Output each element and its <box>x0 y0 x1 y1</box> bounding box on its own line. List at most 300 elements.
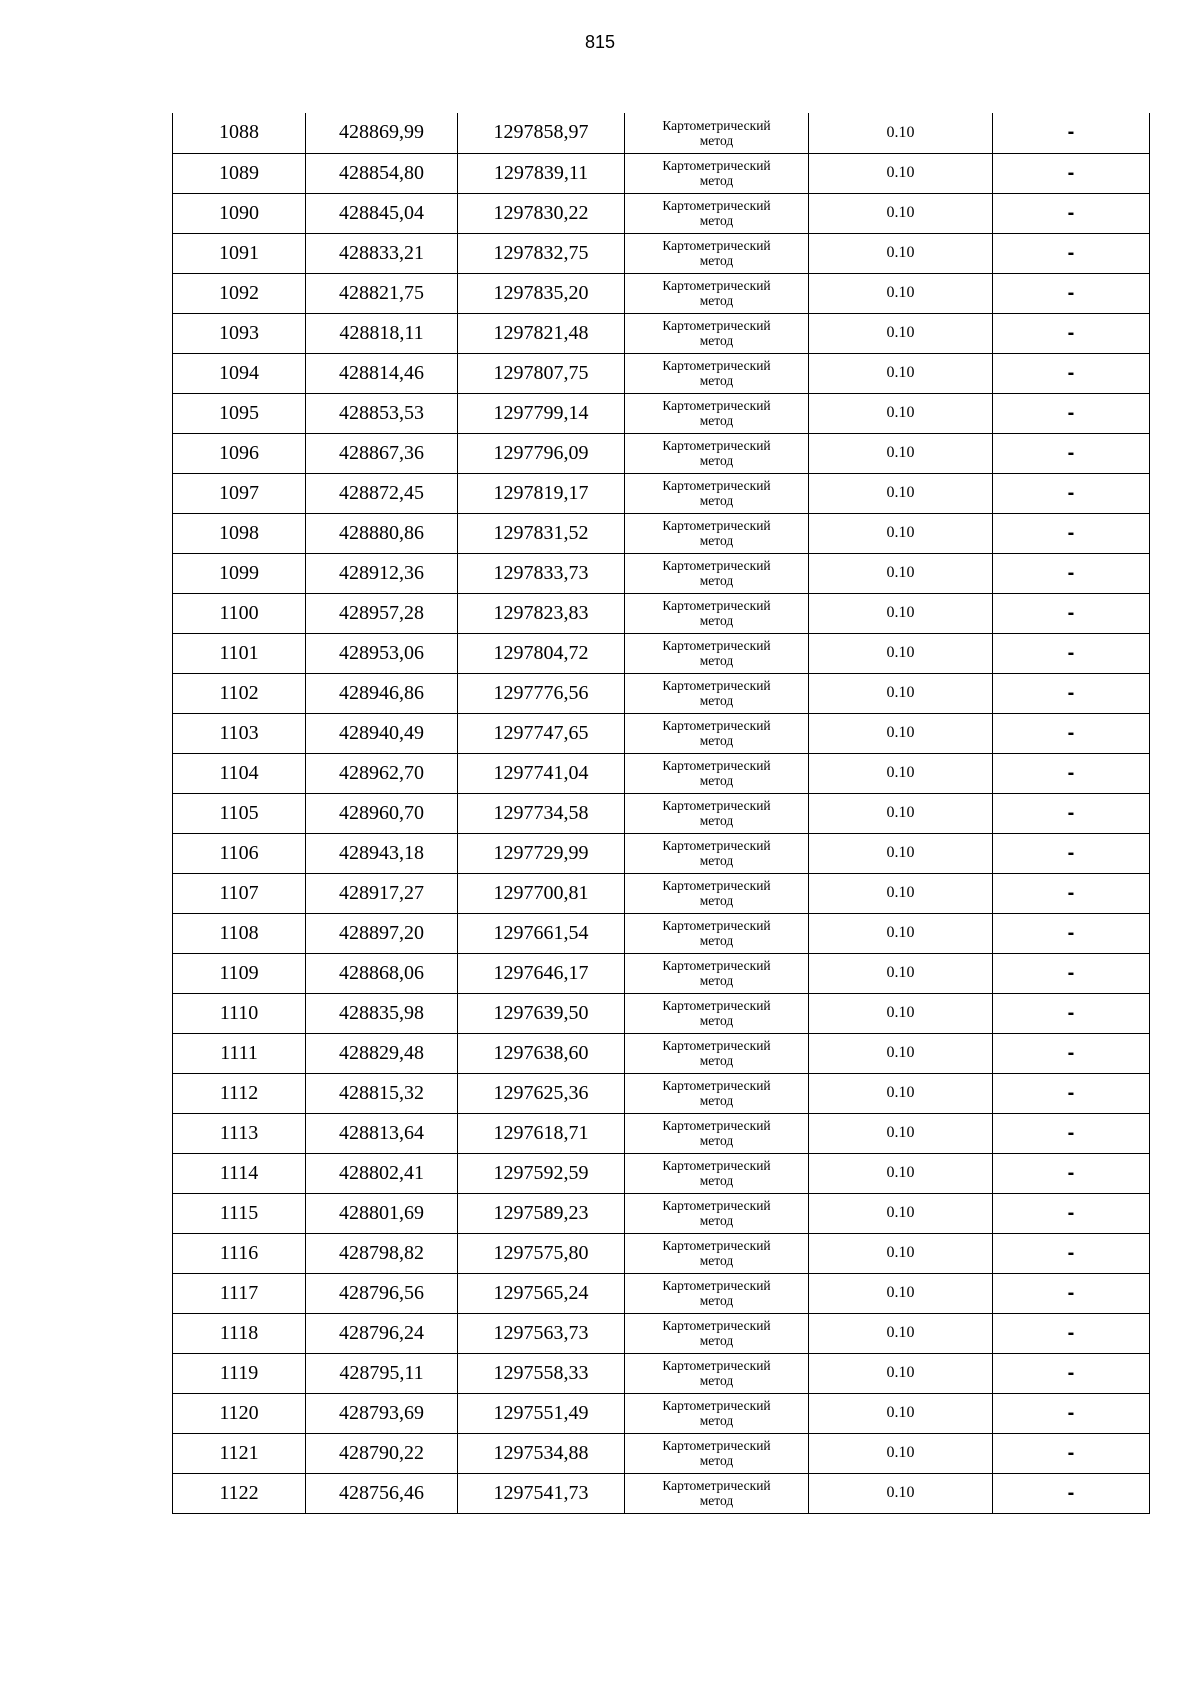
method-line-2: метод <box>699 1333 734 1348</box>
point-number: 1092 <box>173 273 306 313</box>
x-coordinate: 428802,41 <box>306 1153 458 1193</box>
method-line-2: метод <box>699 1173 734 1188</box>
method-line-1: Картометрический <box>662 1198 771 1213</box>
y-coordinate: 1297729,99 <box>458 833 625 873</box>
y-coordinate: 1297625,36 <box>458 1073 625 1113</box>
point-number: 1117 <box>173 1273 306 1313</box>
x-coordinate: 428845,04 <box>306 193 458 233</box>
point-number: 1101 <box>173 633 306 673</box>
x-coordinate: 428957,28 <box>306 593 458 633</box>
accuracy-value: 0.10 <box>809 713 993 753</box>
table-row <box>173 513 1150 553</box>
table-row <box>173 473 1150 513</box>
method-line-2: метод <box>699 453 734 468</box>
method-line-1: Картометрический <box>662 158 771 173</box>
table-row <box>173 1193 1150 1233</box>
method-line-2: метод <box>699 773 734 788</box>
x-coordinate: 428815,32 <box>306 1073 458 1113</box>
method-line-1: Картометрический <box>662 1318 771 1333</box>
table-row <box>173 1433 1150 1473</box>
point-number: 1102 <box>173 673 306 713</box>
y-coordinate: 1297821,48 <box>458 313 625 353</box>
y-coordinate: 1297804,72 <box>458 633 625 673</box>
method-line-1: Картометрический <box>662 558 771 573</box>
method-line-2: метод <box>699 173 734 188</box>
method-line-1: Картометрический <box>662 1038 771 1053</box>
method-line-2: метод <box>699 213 734 228</box>
y-coordinate: 1297796,09 <box>458 433 625 473</box>
note-dash: - <box>993 313 1150 353</box>
method-line-1: Картометрический <box>662 598 771 613</box>
accuracy-value: 0.10 <box>809 953 993 993</box>
method-cell <box>625 153 809 193</box>
method-line-2: метод <box>699 493 734 508</box>
method-line-1: Картометрический <box>662 838 771 853</box>
x-coordinate: 428868,06 <box>306 953 458 993</box>
method-cell <box>625 1353 809 1393</box>
y-coordinate: 1297589,23 <box>458 1193 625 1233</box>
y-coordinate: 1297823,83 <box>458 593 625 633</box>
y-coordinate: 1297646,17 <box>458 953 625 993</box>
x-coordinate: 428818,11 <box>306 313 458 353</box>
note-dash: - <box>993 1473 1150 1513</box>
x-coordinate: 428833,21 <box>306 233 458 273</box>
method-line-2: метод <box>699 573 734 588</box>
table-row <box>173 673 1150 713</box>
method-line-1: Картометрический <box>662 1478 771 1493</box>
note-dash: - <box>993 913 1150 953</box>
accuracy-value: 0.10 <box>809 633 993 673</box>
y-coordinate: 1297700,81 <box>458 873 625 913</box>
x-coordinate: 428756,46 <box>306 1473 458 1513</box>
point-number: 1103 <box>173 713 306 753</box>
method-line-1: Картометрический <box>662 998 771 1013</box>
note-dash: - <box>993 393 1150 433</box>
accuracy-value: 0.10 <box>809 233 993 273</box>
method-line-1: Картометрический <box>662 798 771 813</box>
note-dash: - <box>993 273 1150 313</box>
method-line-1: Картометрический <box>662 1398 771 1413</box>
accuracy-value: 0.10 <box>809 553 993 593</box>
x-coordinate: 428962,70 <box>306 753 458 793</box>
method-line-2: метод <box>699 613 734 628</box>
method-cell <box>625 913 809 953</box>
method-line-2: метод <box>699 1493 734 1508</box>
note-dash: - <box>993 1353 1150 1393</box>
point-number: 1108 <box>173 913 306 953</box>
method-cell <box>625 353 809 393</box>
x-coordinate: 428940,49 <box>306 713 458 753</box>
method-cell <box>625 953 809 993</box>
method-cell <box>625 113 809 153</box>
method-line-2: метод <box>699 533 734 548</box>
y-coordinate: 1297638,60 <box>458 1033 625 1073</box>
y-coordinate: 1297776,56 <box>458 673 625 713</box>
method-line-2: метод <box>699 1253 734 1268</box>
x-coordinate: 428796,24 <box>306 1313 458 1353</box>
method-line-1: Картометрический <box>662 318 771 333</box>
point-number: 1100 <box>173 593 306 633</box>
point-number: 1099 <box>173 553 306 593</box>
accuracy-value: 0.10 <box>809 193 993 233</box>
point-number: 1114 <box>173 1153 306 1193</box>
note-dash: - <box>993 113 1150 153</box>
x-coordinate: 428946,86 <box>306 673 458 713</box>
note-dash: - <box>993 1313 1150 1353</box>
method-cell <box>625 193 809 233</box>
method-cell <box>625 393 809 433</box>
x-coordinate: 428795,11 <box>306 1353 458 1393</box>
table-row <box>173 593 1150 633</box>
table-row <box>173 633 1150 673</box>
point-number: 1094 <box>173 353 306 393</box>
note-dash: - <box>993 1073 1150 1113</box>
method-line-2: метод <box>699 853 734 868</box>
note-dash: - <box>993 1393 1150 1433</box>
table-row <box>173 1033 1150 1073</box>
method-cell <box>625 833 809 873</box>
x-coordinate: 428813,64 <box>306 1113 458 1153</box>
method-line-2: метод <box>699 333 734 348</box>
x-coordinate: 428853,53 <box>306 393 458 433</box>
method-cell <box>625 473 809 513</box>
y-coordinate: 1297832,75 <box>458 233 625 273</box>
note-dash: - <box>993 553 1150 593</box>
point-number: 1091 <box>173 233 306 273</box>
y-coordinate: 1297565,24 <box>458 1273 625 1313</box>
point-number: 1118 <box>173 1313 306 1353</box>
accuracy-value: 0.10 <box>809 1233 993 1273</box>
method-line-1: Картометрический <box>662 1158 771 1173</box>
method-cell <box>625 593 809 633</box>
table-row <box>173 153 1150 193</box>
method-cell <box>625 673 809 713</box>
y-coordinate: 1297734,58 <box>458 793 625 833</box>
method-line-2: метод <box>699 1133 734 1148</box>
x-coordinate: 428943,18 <box>306 833 458 873</box>
method-line-1: Картометрический <box>662 1118 771 1133</box>
accuracy-value: 0.10 <box>809 1273 993 1313</box>
table-row <box>173 113 1150 153</box>
table-row <box>173 393 1150 433</box>
table-row <box>173 1113 1150 1153</box>
accuracy-value: 0.10 <box>809 1433 993 1473</box>
accuracy-value: 0.10 <box>809 1393 993 1433</box>
note-dash: - <box>993 473 1150 513</box>
table-row <box>173 1273 1150 1313</box>
method-cell <box>625 1233 809 1273</box>
accuracy-value: 0.10 <box>809 793 993 833</box>
table-row <box>173 953 1150 993</box>
point-number: 1109 <box>173 953 306 993</box>
coordinates-table-body <box>173 113 1150 1513</box>
accuracy-value: 0.10 <box>809 393 993 433</box>
method-line-1: Картометрический <box>662 638 771 653</box>
accuracy-value: 0.10 <box>809 913 993 953</box>
accuracy-value: 0.10 <box>809 673 993 713</box>
y-coordinate: 1297541,73 <box>458 1473 625 1513</box>
table-row <box>173 713 1150 753</box>
table-row <box>173 233 1150 273</box>
point-number: 1095 <box>173 393 306 433</box>
note-dash: - <box>993 1273 1150 1313</box>
point-number: 1116 <box>173 1233 306 1273</box>
table-row <box>173 913 1150 953</box>
table-row <box>173 873 1150 913</box>
y-coordinate: 1297563,73 <box>458 1313 625 1353</box>
point-number: 1088 <box>173 113 306 153</box>
y-coordinate: 1297592,59 <box>458 1153 625 1193</box>
note-dash: - <box>993 993 1150 1033</box>
method-line-2: метод <box>699 1213 734 1228</box>
point-number: 1089 <box>173 153 306 193</box>
note-dash: - <box>993 353 1150 393</box>
note-dash: - <box>993 873 1150 913</box>
x-coordinate: 428801,69 <box>306 1193 458 1233</box>
page-number: 815 <box>584 32 616 52</box>
table-row <box>173 1233 1150 1273</box>
table-row <box>173 833 1150 873</box>
method-line-1: Картометрический <box>662 758 771 773</box>
x-coordinate: 428814,46 <box>306 353 458 393</box>
note-dash: - <box>993 1193 1150 1233</box>
method-line-1: Картометрический <box>662 278 771 293</box>
accuracy-value: 0.10 <box>809 1353 993 1393</box>
table-row <box>173 753 1150 793</box>
point-number: 1106 <box>173 833 306 873</box>
accuracy-value: 0.10 <box>809 473 993 513</box>
method-cell <box>625 1393 809 1433</box>
point-number: 1120 <box>173 1393 306 1433</box>
method-line-2: метод <box>699 1413 734 1428</box>
method-line-2: метод <box>699 813 734 828</box>
method-line-1: Картометрический <box>662 878 771 893</box>
point-number: 1107 <box>173 873 306 913</box>
accuracy-value: 0.10 <box>809 1073 993 1113</box>
method-line-2: метод <box>699 1293 734 1308</box>
method-line-2: метод <box>699 253 734 268</box>
method-line-1: Картометрический <box>662 1358 771 1373</box>
x-coordinate: 428912,36 <box>306 553 458 593</box>
method-cell <box>625 233 809 273</box>
y-coordinate: 1297833,73 <box>458 553 625 593</box>
note-dash: - <box>993 1113 1150 1153</box>
table-row <box>173 1473 1150 1513</box>
method-cell <box>625 713 809 753</box>
note-dash: - <box>993 513 1150 553</box>
method-cell <box>625 513 809 553</box>
point-number: 1098 <box>173 513 306 553</box>
point-number: 1111 <box>173 1033 306 1073</box>
method-line-1: Картометрический <box>662 1238 771 1253</box>
method-line-1: Картометрический <box>662 358 771 373</box>
y-coordinate: 1297575,80 <box>458 1233 625 1273</box>
method-line-1: Картометрический <box>662 117 771 133</box>
note-dash: - <box>993 1433 1150 1473</box>
table-row <box>173 273 1150 313</box>
method-line-2: метод <box>699 1013 734 1028</box>
method-line-1: Картометрический <box>662 1438 771 1453</box>
method-cell <box>625 313 809 353</box>
table-row <box>173 1153 1150 1193</box>
method-cell <box>625 1193 809 1233</box>
table-row <box>173 1073 1150 1113</box>
x-coordinate: 428880,86 <box>306 513 458 553</box>
x-coordinate: 428953,06 <box>306 633 458 673</box>
method-line-1: Картометрический <box>662 718 771 733</box>
y-coordinate: 1297835,20 <box>458 273 625 313</box>
x-coordinate: 428793,69 <box>306 1393 458 1433</box>
method-line-2: метод <box>699 1373 734 1388</box>
method-cell <box>625 1073 809 1113</box>
note-dash: - <box>993 1233 1150 1273</box>
point-number: 1096 <box>173 433 306 473</box>
x-coordinate: 428790,22 <box>306 1433 458 1473</box>
method-line-2: метод <box>699 413 734 428</box>
point-number: 1112 <box>173 1073 306 1113</box>
method-cell <box>625 1313 809 1353</box>
method-cell <box>625 1153 809 1193</box>
note-dash: - <box>993 753 1150 793</box>
table-row <box>173 553 1150 593</box>
accuracy-value: 0.10 <box>809 433 993 473</box>
table-row <box>173 1353 1150 1393</box>
method-line-1: Картометрический <box>662 238 771 253</box>
method-cell <box>625 1033 809 1073</box>
note-dash: - <box>993 713 1150 753</box>
method-line-2: метод <box>699 293 734 308</box>
accuracy-value: 0.10 <box>809 1313 993 1353</box>
accuracy-value: 0.10 <box>809 273 993 313</box>
method-line-1: Картометрический <box>662 958 771 973</box>
point-number: 1110 <box>173 993 306 1033</box>
y-coordinate: 1297639,50 <box>458 993 625 1033</box>
x-coordinate: 428897,20 <box>306 913 458 953</box>
accuracy-value: 0.10 <box>809 753 993 793</box>
y-coordinate: 1297747,65 <box>458 713 625 753</box>
y-coordinate: 1297819,17 <box>458 473 625 513</box>
y-coordinate: 1297807,75 <box>458 353 625 393</box>
x-coordinate: 428917,27 <box>306 873 458 913</box>
coordinates-table <box>172 113 1150 1514</box>
table-row <box>173 1313 1150 1353</box>
y-coordinate: 1297534,88 <box>458 1433 625 1473</box>
accuracy-value: 0.10 <box>809 353 993 393</box>
y-coordinate: 1297661,54 <box>458 913 625 953</box>
method-line-2: метод <box>699 653 734 668</box>
accuracy-value: 0.10 <box>809 1153 993 1193</box>
accuracy-value: 0.10 <box>809 153 993 193</box>
point-number: 1119 <box>173 1353 306 1393</box>
method-cell <box>625 1433 809 1473</box>
method-line-1: Картометрический <box>662 398 771 413</box>
table-row <box>173 793 1150 833</box>
method-line-2: метод <box>699 973 734 988</box>
accuracy-value: 0.10 <box>809 1113 993 1153</box>
method-cell <box>625 993 809 1033</box>
method-cell <box>625 873 809 913</box>
accuracy-value: 0.10 <box>809 993 993 1033</box>
accuracy-value: 0.10 <box>809 313 993 353</box>
point-number: 1113 <box>173 1113 306 1153</box>
method-line-2: метод <box>699 693 734 708</box>
x-coordinate: 428796,56 <box>306 1273 458 1313</box>
y-coordinate: 1297830,22 <box>458 193 625 233</box>
x-coordinate: 428835,98 <box>306 993 458 1033</box>
x-coordinate: 428798,82 <box>306 1233 458 1273</box>
table-row <box>173 193 1150 233</box>
x-coordinate: 428872,45 <box>306 473 458 513</box>
note-dash: - <box>993 433 1150 473</box>
method-line-1: Картометрический <box>662 1278 771 1293</box>
y-coordinate: 1297741,04 <box>458 753 625 793</box>
accuracy-value: 0.10 <box>809 833 993 873</box>
method-line-1: Картометрический <box>662 918 771 933</box>
point-number: 1093 <box>173 313 306 353</box>
point-number: 1105 <box>173 793 306 833</box>
note-dash: - <box>993 193 1150 233</box>
method-cell <box>625 1113 809 1153</box>
method-line-2: метод <box>699 933 734 948</box>
accuracy-value: 0.10 <box>809 873 993 913</box>
point-number: 1097 <box>173 473 306 513</box>
x-coordinate: 428869,99 <box>306 113 458 153</box>
method-line-2: метод <box>699 373 734 388</box>
point-number: 1121 <box>173 1433 306 1473</box>
table-row <box>173 1393 1150 1433</box>
x-coordinate: 428960,70 <box>306 793 458 833</box>
method-line-2: метод <box>699 1053 734 1068</box>
accuracy-value: 0.10 <box>809 1193 993 1233</box>
method-cell <box>625 273 809 313</box>
note-dash: - <box>993 233 1150 273</box>
x-coordinate: 428854,80 <box>306 153 458 193</box>
accuracy-value: 0.10 <box>809 1473 993 1513</box>
point-number: 1090 <box>173 193 306 233</box>
table-row <box>173 353 1150 393</box>
table-row <box>173 433 1150 473</box>
y-coordinate: 1297551,49 <box>458 1393 625 1433</box>
y-coordinate: 1297831,52 <box>458 513 625 553</box>
y-coordinate: 1297839,11 <box>458 153 625 193</box>
x-coordinate: 428821,75 <box>306 273 458 313</box>
point-number: 1122 <box>173 1473 306 1513</box>
note-dash: - <box>993 793 1150 833</box>
note-dash: - <box>993 593 1150 633</box>
method-cell <box>625 633 809 673</box>
method-cell <box>625 553 809 593</box>
method-line-1: Картометрический <box>662 438 771 453</box>
x-coordinate: 428829,48 <box>306 1033 458 1073</box>
y-coordinate: 1297858,97 <box>458 113 625 153</box>
accuracy-value: 0.10 <box>809 513 993 553</box>
y-coordinate: 1297558,33 <box>458 1353 625 1393</box>
accuracy-value: 0.10 <box>809 113 993 153</box>
method-cell <box>625 753 809 793</box>
method-cell <box>625 1273 809 1313</box>
y-coordinate: 1297799,14 <box>458 393 625 433</box>
method-line-2: метод <box>699 1093 734 1108</box>
method-line-1: Картометрический <box>662 1078 771 1093</box>
method-line-2: метод <box>699 733 734 748</box>
point-number: 1115 <box>173 1193 306 1233</box>
x-coordinate: 428867,36 <box>306 433 458 473</box>
note-dash: - <box>993 953 1150 993</box>
method-cell <box>625 793 809 833</box>
note-dash: - <box>993 673 1150 713</box>
method-cell <box>625 433 809 473</box>
y-coordinate: 1297618,71 <box>458 1113 625 1153</box>
